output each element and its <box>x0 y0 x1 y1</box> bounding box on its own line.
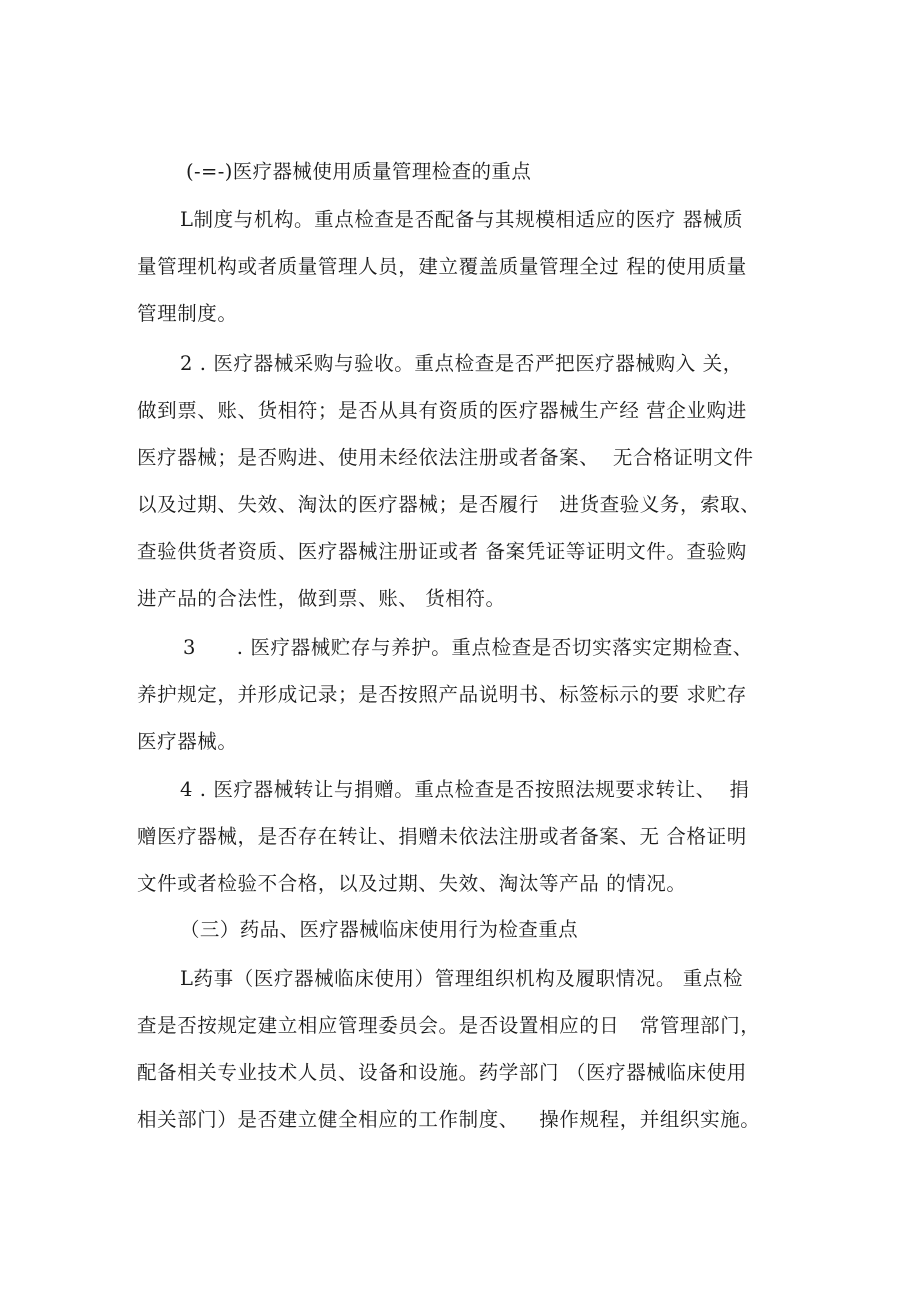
paragraph-line: 相关部门）是否建立健全相应的工作制度、 操作规程，并组织实施。 <box>137 1108 761 1131</box>
paragraph-line: 配备相关专业技术人员、设备和设施。药学部门 （医疗器械临床使用 <box>137 1061 747 1084</box>
paragraph-line: 2 . 医疗器械采购与验收。重点检查是否严把医疗器械购入 关， <box>180 352 743 375</box>
section-heading-2: (-=-)医疗器械使用质量管理检查的重点 <box>186 160 532 183</box>
paragraph-line: 进产品的合法性，做到票、账、 货相符。 <box>137 587 506 610</box>
paragraph-line: 养护规定，并形成记录；是否按照产品说明书、标签标示的要 求贮存 <box>137 683 747 706</box>
paragraph-line: 赠医疗器械，是否存在转让、捐赠未依法注册或者备案、无 合格证明 <box>137 825 747 848</box>
paragraph-line: 做到票、账、货相符；是否从具有资质的医疗器械生产经 营企业购进 <box>137 399 747 422</box>
paragraph-line: 文件或者检验不合格，以及过期、失效、淘汰等产品 的情况。 <box>137 872 687 895</box>
section-heading-3: （三）药品、医疗器械临床使用行为检查重点 <box>180 918 579 941</box>
paragraph-line: 量管理机构或者质量管理人员，建立覆盖质量管理全过 程的使用质量 <box>137 255 747 278</box>
paragraph-line: 3 . 医疗器械贮存与养护。重点检查是否切实落实定期检查、 <box>183 636 753 659</box>
paragraph-line: 医疗器械；是否购进、使用未经依法注册或者备案、 无合格证明文件 <box>137 446 754 469</box>
paragraph-line: L制度与机构。重点检查是否配备与其规模相适应的医疗 器械质 <box>180 208 744 231</box>
paragraph-line: 4 . 医疗器械转让与捐赠。重点检查是否按照法规要求转让、 捐 <box>180 778 750 801</box>
paragraph-line: 医疗器械。 <box>137 730 238 753</box>
paragraph-line: 管理制度。 <box>137 302 238 325</box>
paragraph-line: 查验供货者资质、医疗器械注册证或者 备案凭证等证明文件。查验购 <box>137 540 747 563</box>
paragraph-line: L药事（医疗器械临床使用）管理组织机构及履职情况。 重点检 <box>180 967 744 990</box>
paragraph-line: 查是否按规定建立相应管理委员会。是否设置相应的日 常管理部门， <box>137 1014 761 1037</box>
paragraph-line: 以及过期、失效、淘汰的医疗器械；是否履行 进货查验义务，索取、 <box>137 493 761 516</box>
